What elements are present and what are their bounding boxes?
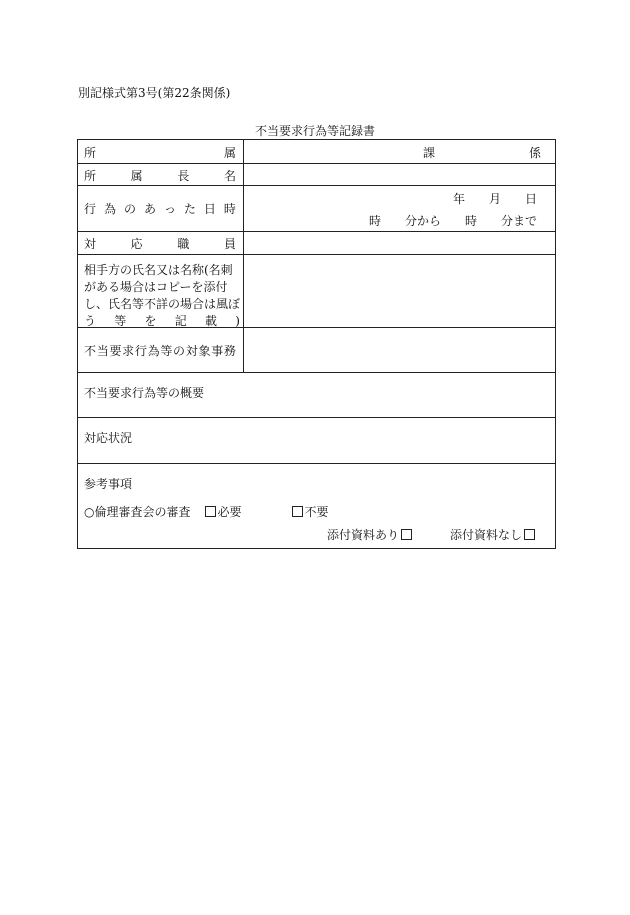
row-affiliation: [78, 140, 555, 164]
input-target[interactable]: [244, 327, 555, 372]
label-datetime: 行 為 の あ っ た 日 時: [84, 202, 236, 216]
cell-counterpart-label: [78, 254, 244, 327]
row-head-name: [78, 163, 555, 186]
cell-head-name-label: [78, 163, 244, 185]
counterpart-line-3: し、氏名等不詳の場合は風ぼ: [84, 297, 241, 311]
input-responder[interactable]: [244, 231, 555, 254]
date-field[interactable]: 年 月 日: [452, 192, 537, 206]
label-staff: 係: [529, 146, 542, 160]
label-counterpart: [84, 262, 240, 330]
input-head-name[interactable]: [244, 163, 555, 185]
row-status: [78, 417, 555, 464]
cell-responder-label: [78, 231, 244, 254]
label-summary: 不当要求行為等の概要: [84, 386, 205, 400]
ethics-review-label: ○倫理審査会の審査: [84, 505, 191, 519]
cell-affiliation-label: [78, 140, 244, 163]
checkbox-attach-yes[interactable]: [401, 529, 412, 540]
label-head-name: 所 属 長 名: [84, 169, 236, 183]
record-table: [77, 139, 556, 549]
form-title: 不当要求行為等記録書: [254, 124, 375, 138]
label-attach-no: 添付資料なし: [449, 528, 522, 542]
attachment-line: [327, 526, 537, 543]
counterpart-line-2: がある場合はコピーを添付: [84, 280, 228, 294]
row-responder: [78, 231, 555, 255]
cell-datetime-label: [78, 185, 244, 231]
input-counterpart[interactable]: [244, 254, 555, 327]
label-attach-yes: 添付資料あり: [326, 528, 399, 542]
checkbox-required[interactable]: [205, 506, 216, 517]
label-section: 課: [423, 146, 436, 160]
label-status: 対応状況: [84, 431, 133, 445]
row-counterpart: [78, 254, 555, 328]
row-summary: [78, 372, 555, 418]
form-number: 別記様式第3号(第22条関係): [78, 86, 231, 100]
label-responder: 対 応 職 員: [84, 237, 236, 251]
checkbox-not-required[interactable]: [292, 506, 303, 517]
label-target: 不 当 要 求 行 為 等 の 対 象 事 務: [84, 344, 236, 358]
row-target: [78, 327, 555, 373]
row-notes: [78, 463, 555, 549]
label-affiliation: 所 属: [84, 146, 236, 160]
time-field[interactable]: 時 分から 時 分まで: [368, 214, 537, 228]
label-notes: 参考事項: [84, 477, 133, 491]
counterpart-line-1: 相手方の氏名又は名称(名刺: [84, 263, 233, 277]
label-required: 必要: [217, 505, 242, 519]
checkbox-attach-no[interactable]: [524, 529, 535, 540]
ethics-review-line: [84, 503, 329, 520]
label-not-required: 不要: [304, 505, 329, 519]
row-datetime: [78, 185, 555, 232]
cell-target-label: [78, 327, 244, 372]
counterpart-line-4: う 等 を 記 載 ): [84, 314, 240, 328]
